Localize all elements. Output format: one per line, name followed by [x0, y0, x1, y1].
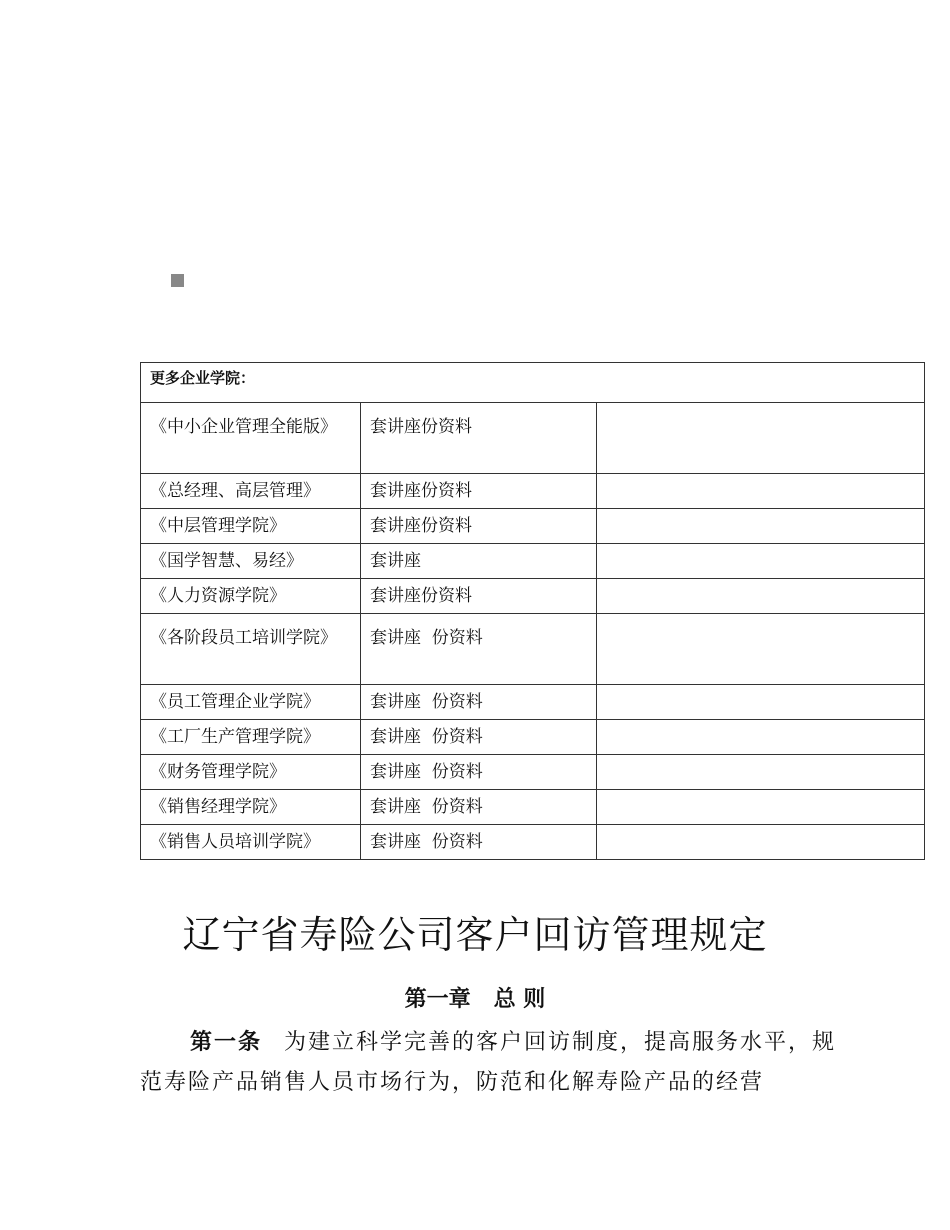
academy-count: 套讲座 份资料 — [361, 825, 597, 860]
academy-extra — [597, 403, 925, 474]
bullet-square-icon — [171, 274, 184, 287]
academy-name: 《工厂生产管理学院》 — [141, 720, 361, 755]
table-row — [141, 509, 925, 544]
academy-count: 套讲座 份资料 — [361, 614, 597, 685]
table-header-row — [141, 363, 925, 403]
academy-name: 《财务管理学院》 — [141, 755, 361, 790]
academy-name: 《中小企业管理全能版》 — [141, 403, 361, 474]
article-text: 为建立科学完善的客户回访制度，提高服务水平，规范寿险产品销售人员市场行为，防范和化解寿险产品的经营 — [140, 1030, 837, 1095]
table-row — [141, 544, 925, 579]
academy-name: 《销售经理学院》 — [141, 790, 361, 825]
academy-extra — [597, 790, 925, 825]
academy-extra — [597, 474, 925, 509]
academy-count: 套讲座 份资料 — [361, 755, 597, 790]
academy-count: 套讲座份资料 — [361, 403, 597, 474]
academy-count: 套讲座 份资料 — [361, 720, 597, 755]
academy-extra — [597, 544, 925, 579]
academy-count: 套讲座份资料 — [361, 509, 597, 544]
chapter-heading: 第一章 总 则 — [404, 986, 546, 1012]
table-row — [141, 579, 925, 614]
academy-count: 套讲座份资料 — [361, 579, 597, 614]
table-header: 更多企业学院： — [141, 363, 925, 403]
academy-count: 套讲座 — [361, 544, 597, 579]
academy-name: 《各阶段员工培训学院》 — [141, 614, 361, 685]
academy-extra — [597, 685, 925, 720]
table-row — [141, 755, 925, 790]
table-row — [141, 825, 925, 860]
academy-name: 《总经理、高层管理》 — [141, 474, 361, 509]
table-row — [141, 614, 925, 685]
table-row — [141, 403, 925, 474]
academy-extra — [597, 579, 925, 614]
academy-extra — [597, 755, 925, 790]
table-row — [141, 720, 925, 755]
academy-count: 套讲座份资料 — [361, 474, 597, 509]
academy-name: 《销售人员培训学院》 — [141, 825, 361, 860]
more-academies-table — [140, 362, 925, 860]
academy-extra — [597, 509, 925, 544]
table-row — [141, 685, 925, 720]
document-title: 辽宁省寿险公司客户回访管理规定 — [182, 913, 768, 957]
table-row — [141, 790, 925, 825]
academy-extra — [597, 720, 925, 755]
academy-name: 《中层管理学院》 — [141, 509, 361, 544]
article-paragraph — [140, 1022, 860, 1103]
academy-name: 《员工管理企业学院》 — [141, 685, 361, 720]
table-row — [141, 474, 925, 509]
academy-name: 《国学智慧、易经》 — [141, 544, 361, 579]
academy-extra — [597, 825, 925, 860]
academy-count: 套讲座 份资料 — [361, 685, 597, 720]
academy-name: 《人力资源学院》 — [141, 579, 361, 614]
academy-extra — [597, 614, 925, 685]
academy-count: 套讲座 份资料 — [361, 790, 597, 825]
article-number: 第一条 — [190, 1029, 263, 1055]
